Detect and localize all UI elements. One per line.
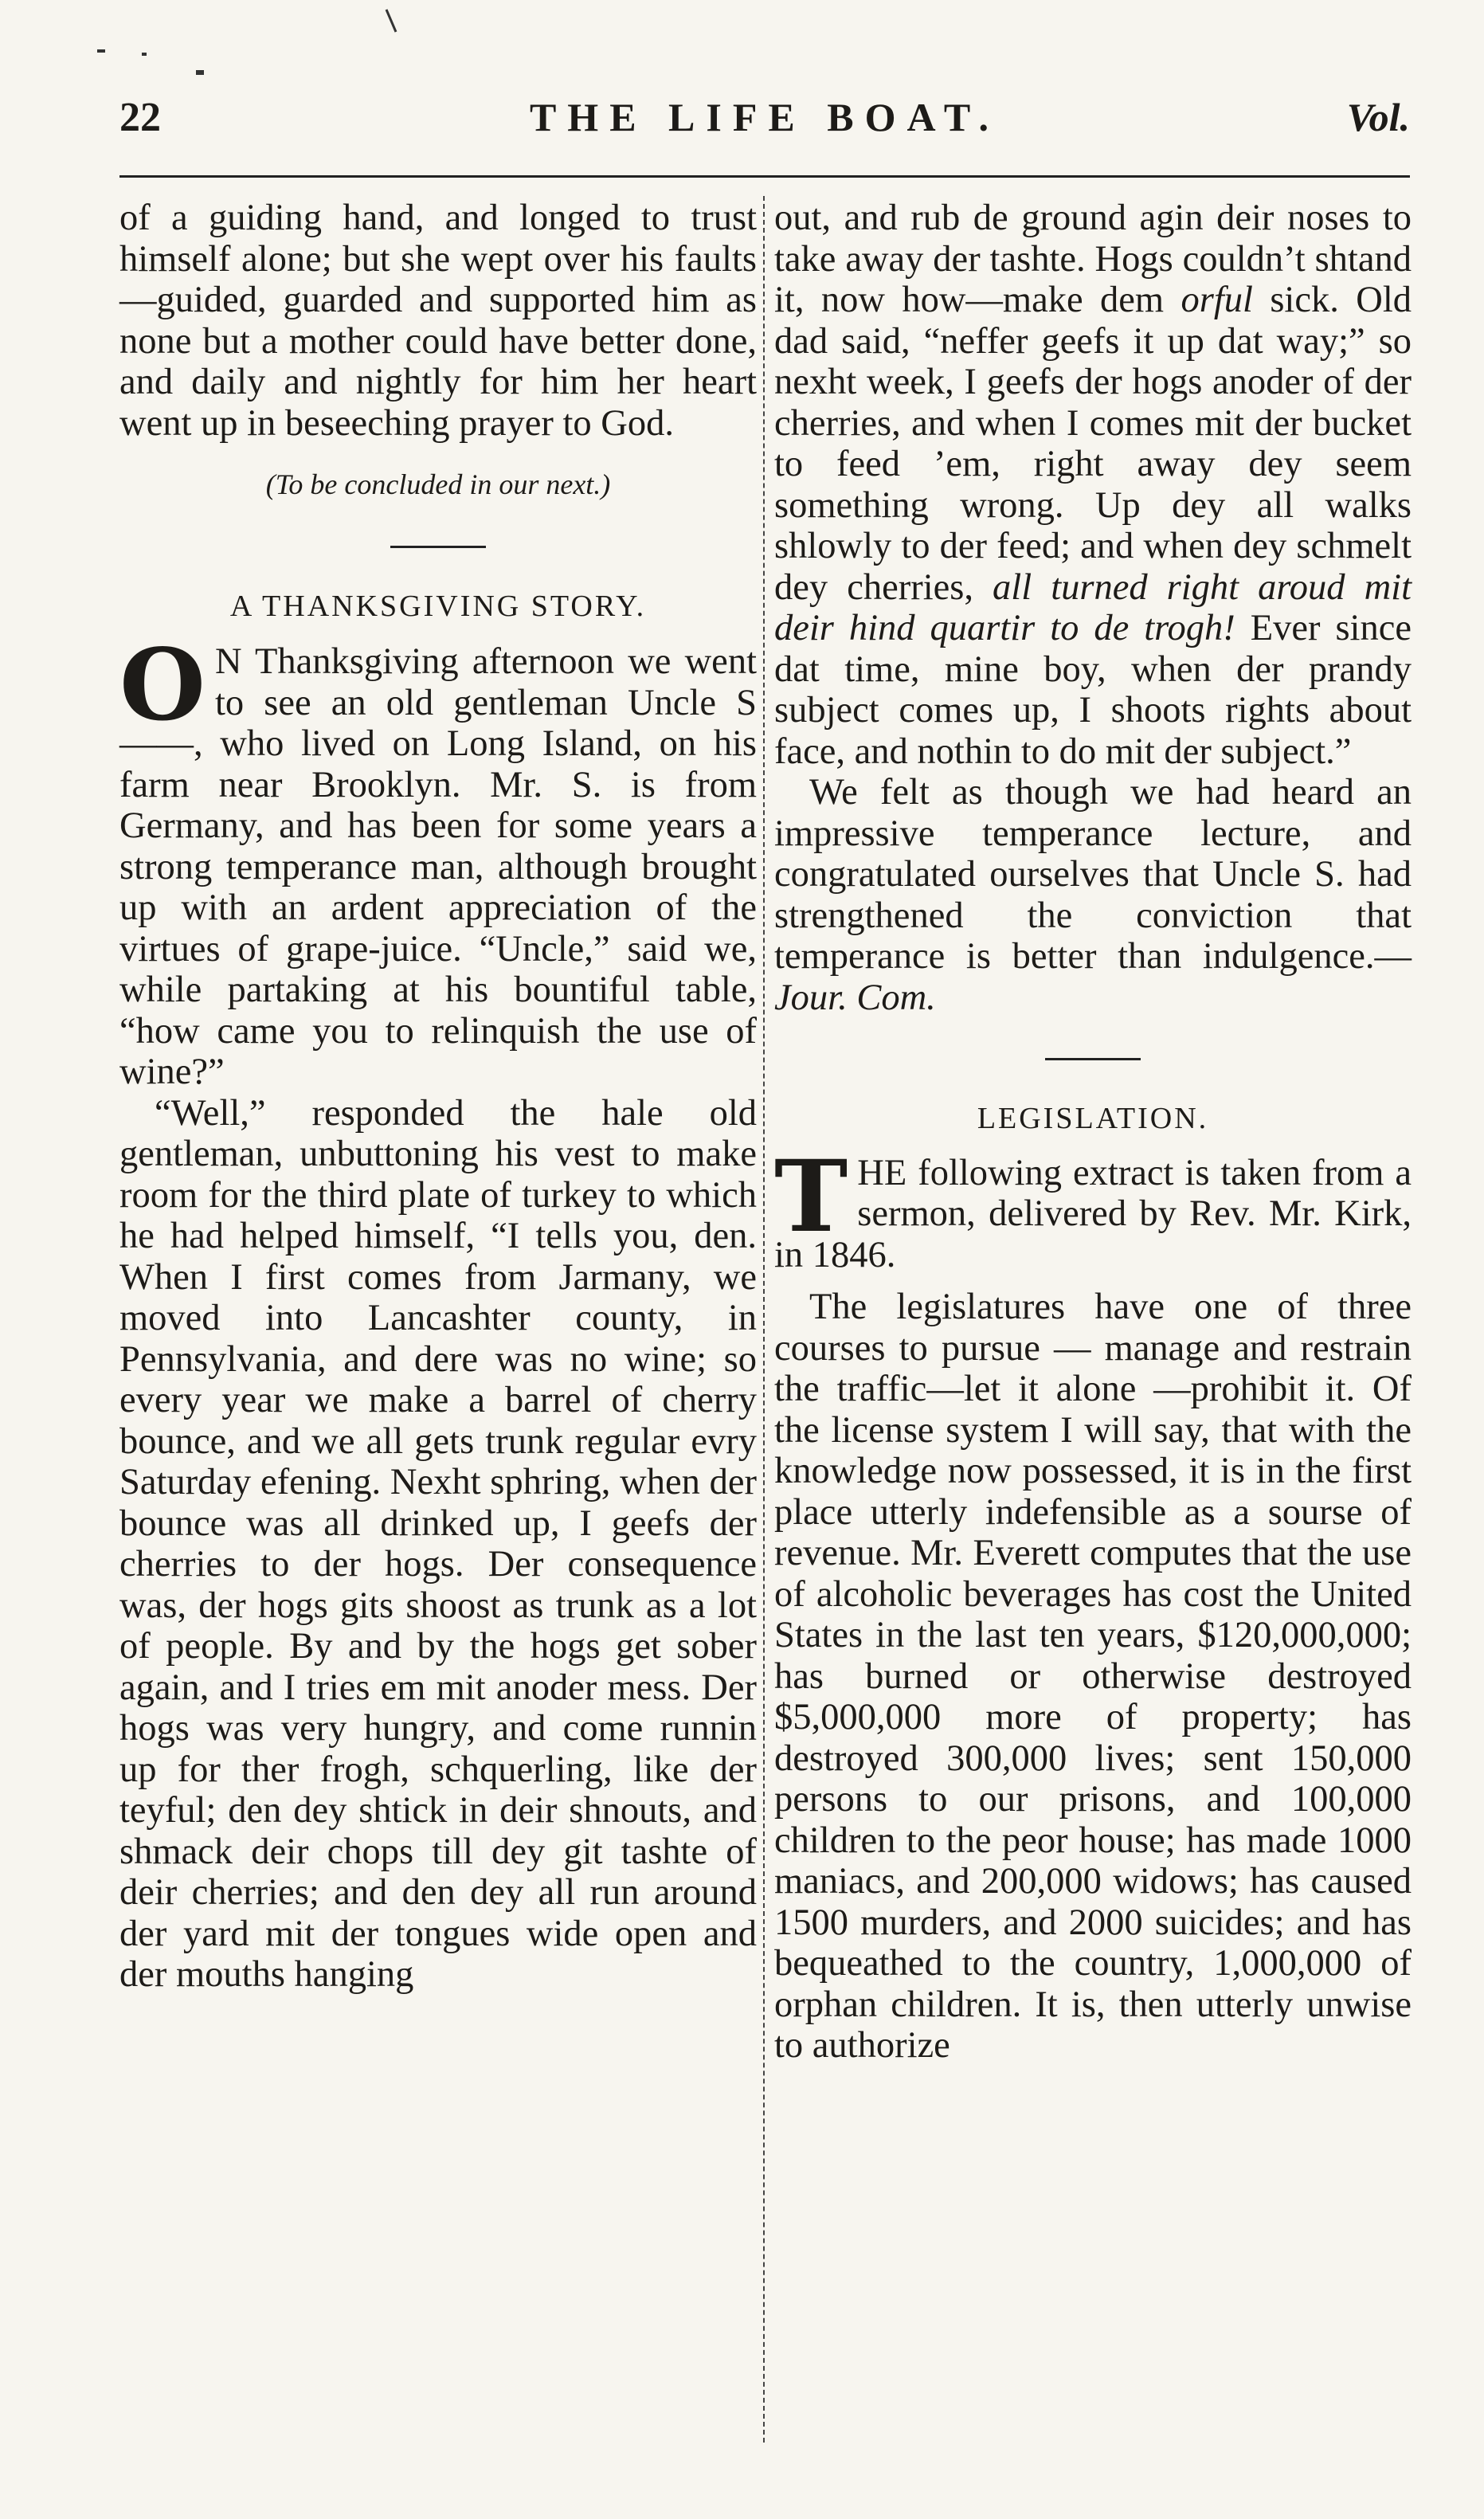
speck-mark xyxy=(142,53,147,56)
story-paragraph-1 xyxy=(119,628,757,1093)
continuation-note: (To be concluded in our next.) xyxy=(265,468,611,500)
drop-cap: O xyxy=(119,628,206,743)
header-rule xyxy=(119,175,1410,178)
story-paragraph-2: “Well,” responded the hale old gentleman, unbuttoning his vest to make room for the third plate of turkey to which he had helped himself, “I tells you, den. When I first comes from Jarmany, we moved into Lancashter county, in Pennsylvania, and dere was no wine; so every year we make a barrel of cherry bounce, and we all gets trunk regular evry Saturday efening. Nexht sphring, when der bounce was all drinked up, I geefs der cherries to der hogs. Der consequence was, der hogs gits shoost as trunk as a lot of people. By and by the hogs get sober again, and I tries em mit anoder mess. Der hogs was very hungry, and come runnin up for ther frogh, schquerling, like der teyful; den dey shtick in deir shnouts, and shmack deir chops till dey git tashte of deir cherries; and den dey all run around der yard mit der tongues wide open and der mouths hanging xyxy=(119,1092,757,1995)
story-emphasis: all turned right aroud mit deir hind quartir to de trogh! xyxy=(774,566,1412,648)
left-column xyxy=(119,198,757,1996)
page-header xyxy=(119,94,1410,150)
story-paragraph-1-text: N Thanksgiving afternoon we went to see an old gentleman Uncle S——, who lived on Long Island, on his farm near Brooklyn. Mr. S. is from Germany, and has been for some years a strong temperance man, although brought up with an ardent appreciation of the virtues of grape-juice. “Uncle,” said we, while partaking at his bountiful table, “how came you to relinquish the use of wine?” xyxy=(119,641,757,1092)
paragraph-gap xyxy=(774,1275,1412,1287)
section-divider xyxy=(1045,1058,1141,1060)
right-column xyxy=(774,198,1412,2067)
story-emphasis: orful xyxy=(1181,280,1253,320)
running-title: THE LIFE BOAT. xyxy=(529,95,1000,139)
speck-mark xyxy=(97,49,105,53)
source-citation: Jour. Com. xyxy=(774,977,936,1018)
story-text: out, and rub de ground agin deir noses to take away der tashte. Hogs couldn’t shtand it, now how—make dem xyxy=(774,198,1412,320)
section-divider xyxy=(390,546,486,548)
volume-label: Vol. xyxy=(1346,95,1410,139)
legislation-paragraph-1-text: HE following extract is taken from a sermon, delivered by Rev. Mr. Kirk, in 1846. xyxy=(774,1152,1412,1275)
story-continuation xyxy=(774,198,1412,772)
legislation-title: LEGISLATION. xyxy=(977,1102,1209,1135)
legislation-paragraph-1 xyxy=(774,1138,1412,1276)
story-conclusion xyxy=(774,772,1412,1018)
page-number: 22 xyxy=(119,95,161,140)
story-text: sick. Old dad said, “neffer geefs it up dat way;” so nexht week, I geefs der hogs anoder of der cherries, and when I comes mit der bucket to feed ’em, right away dey seem something wrong. Up dey all walks shlowly to der feed; and when dey schmelt dey cherries, xyxy=(774,280,1412,608)
column-divider xyxy=(763,196,765,2443)
story-text: Ever since dat time, mine boy, when der prandy subject comes up, I shoots rights about face, and nothin to do mit der subject.” xyxy=(774,608,1412,772)
story-text: We felt as though we had heard an impressive temperance lecture, and congratulated ourselves that Uncle S. had strengthened the conviction that temperance is better than indulgence.— xyxy=(774,772,1412,977)
speck-mark xyxy=(196,70,204,75)
speck-mark xyxy=(386,10,396,32)
story-title: A THANKSGIVING STORY. xyxy=(229,589,647,623)
drop-cap: T xyxy=(774,1138,848,1255)
legislation-paragraph-2: The legislatures have one of three courses to pursue — manage and restrain the traffic—let it alone —prohibit it. Of the license system I will say, that with the knowledge now possessed, it is in the first place utterly indefensible as a sourse of revenue. Mr. Everett computes that the use of alcoholic beverages has cost the United States in the last ten years, $120,000,000; has burned or otherwise destroyed $5,000,000 more of property; has destroyed 300,000 lives; sent 150,000 persons to our prisons, and 100,000 children to the peor house; has made 1000 maniacs, and 200,000 widows; has caused 1500 murders, and 2000 suicides; and has bequeathed to the country, 1,000,000 of orphan children. It is, then utterly unwise to authorize xyxy=(774,1287,1412,2066)
continued-paragraph: of a guiding hand, and longed to trust himself alone; but she wept over his faults—guided, guarded and supported him as none but a mother could have better done, and daily and nightly for him her heart went up in beseeching prayer to God. xyxy=(119,198,757,444)
